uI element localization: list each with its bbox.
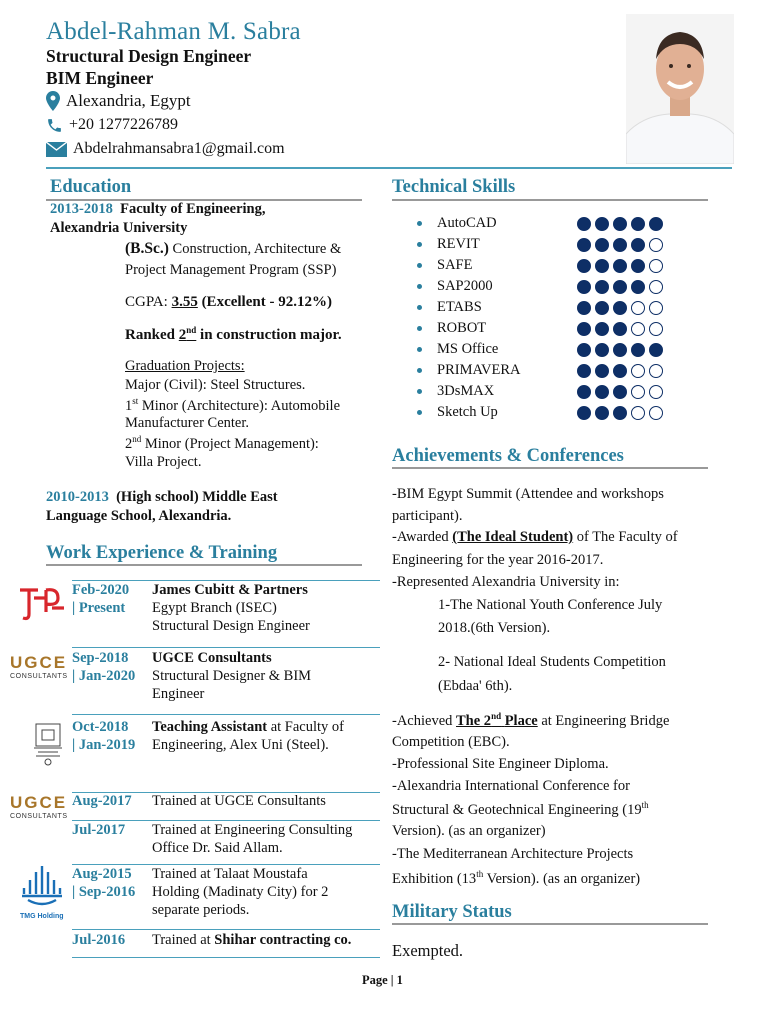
empty-dot-icon <box>631 385 645 399</box>
filled-dot-icon <box>631 238 645 252</box>
skill-row <box>417 234 663 255</box>
work-rule <box>72 957 380 958</box>
work-rule <box>72 647 380 648</box>
filled-dot-icon <box>631 343 645 357</box>
education-heading: Education <box>50 177 132 197</box>
skill-name: ROBOT <box>437 320 487 336</box>
cgpa-line <box>125 294 332 311</box>
empty-dot-icon <box>631 406 645 420</box>
filled-dot-icon <box>613 322 627 336</box>
location-text: Alexandria, Egypt <box>66 91 191 110</box>
work-rule <box>72 820 380 821</box>
ranked-num: 2nd <box>178 325 197 343</box>
bullet-icon <box>417 284 422 289</box>
filled-dot-icon <box>613 238 627 252</box>
cgpa-note: (Excellent - 92.12%) <box>201 294 332 310</box>
work-item-6: Aug-2015 Trained at Talaat Moustafa | Sep-2016 Holding (Madinaty City) for 2 separate periods. <box>72 866 329 918</box>
portrait-image <box>626 14 734 164</box>
filled-dot-icon <box>595 259 609 273</box>
skill-rating <box>577 322 663 336</box>
ach-6b: Structural & Geotechnical Engineering (19th <box>392 800 649 818</box>
bullet-icon <box>417 368 422 373</box>
tmg-logo-icon <box>18 864 66 914</box>
skill-row <box>417 318 663 339</box>
empty-dot-icon <box>649 301 663 315</box>
ach-6c: Version). (as an organizer) <box>392 823 546 839</box>
work-item-5: Jul-2017 Trained at Engineering Consulting Office Dr. Said Allam. <box>72 822 353 856</box>
ugce-logo-2 <box>10 793 68 820</box>
filled-dot-icon <box>595 343 609 357</box>
filled-dot-icon <box>613 364 627 378</box>
profile-photo <box>626 14 734 164</box>
skill-row <box>417 381 663 402</box>
degree-line <box>125 240 341 258</box>
skill-name: SAP2000 <box>437 278 493 294</box>
filled-dot-icon <box>577 217 591 231</box>
empty-dot-icon <box>631 364 645 378</box>
empty-dot-icon <box>649 238 663 252</box>
ach-3-2b: (Ebdaa' 6th). <box>438 678 513 694</box>
skill-name: SAFE <box>437 257 473 273</box>
skill-row <box>417 360 663 381</box>
degree: (B.Sc.) <box>125 240 169 257</box>
ach-3: -Represented Alexandria University in: <box>392 574 620 590</box>
ach-2: -Awarded (The Ideal Student) of The Faculty of <box>392 529 678 545</box>
skill-rating <box>577 343 663 357</box>
filled-dot-icon <box>595 238 609 252</box>
phone-line <box>46 116 178 134</box>
hs-years: 2010-2013 <box>46 489 109 505</box>
skill-rating <box>577 406 663 420</box>
military-value: Exempted. <box>392 941 464 960</box>
ugce-logo-sub: CONSULTANTS <box>10 673 68 680</box>
filled-dot-icon <box>577 238 591 252</box>
skill-rating <box>577 364 663 378</box>
empty-dot-icon <box>649 364 663 378</box>
grad-heading: Graduation Projects: <box>125 358 245 374</box>
skill-row <box>417 255 663 276</box>
phone-icon <box>46 117 63 134</box>
ach-3-1a: 1-The National Youth Conference July <box>438 597 663 613</box>
hs-name-2: Language School, Alexandria. <box>46 508 232 524</box>
empty-dot-icon <box>631 322 645 336</box>
military-heading: Military Status <box>392 902 512 922</box>
ach-7b: Exhibition (13th Version). (as an organizer) <box>392 869 641 887</box>
ach-1: -BIM Egypt Summit (Attendee and workshops <box>392 486 664 502</box>
skills-heading: Technical Skills <box>392 177 516 197</box>
work-item-3: Oct-2018 Teaching Assistant at Faculty of | Jan-2019 Engineering, Alex Uni (Steel). <box>72 719 345 753</box>
skill-name: REVIT <box>437 236 480 252</box>
hs-name-1: (High school) Middle East <box>116 489 278 505</box>
ach-7: -The Mediterranean Architecture Projects <box>392 846 634 862</box>
mail-icon <box>46 142 67 157</box>
skill-rating <box>577 238 663 252</box>
hs-line-1 <box>46 489 278 506</box>
work-item-7: Jul-2016 Trained at Shihar contracting co. <box>72 932 352 948</box>
ach-3-2a: 2- National Ideal Students Competition <box>438 654 666 670</box>
university-seal-icon <box>32 718 64 766</box>
work-rule <box>72 580 380 581</box>
cgpa-label: CGPA: <box>125 294 168 310</box>
job-title-2: BIM Engineer <box>46 68 154 88</box>
grad-2b: Manufacturer Center. <box>125 415 250 431</box>
ach-6: -Alexandria International Conference for <box>392 778 630 794</box>
achievements-divider <box>392 467 708 469</box>
skill-row <box>417 402 663 423</box>
skill-name: AutoCAD <box>437 215 497 231</box>
work-item-2: Sep-2018 UGCE Consultants | Jan-2020 Structural Designer & BIM Engineer <box>72 650 312 702</box>
ugce-logo-1 <box>10 653 68 680</box>
grad-2: 1st Minor (Architecture): Automobile <box>125 396 341 414</box>
filled-dot-icon <box>595 280 609 294</box>
skill-row <box>417 276 663 297</box>
skill-name: PRIMAVERA <box>437 362 521 378</box>
filled-dot-icon <box>613 280 627 294</box>
ugce-logo-sub-2: CONSULTANTS <box>10 813 68 820</box>
email-text[interactable]: Abdelrahmansabra1@gmail.com <box>73 140 285 157</box>
ugce-logo-text: UGCE <box>10 653 68 672</box>
military-divider <box>392 923 708 925</box>
empty-dot-icon <box>649 385 663 399</box>
filled-dot-icon <box>577 280 591 294</box>
achievements-heading: Achievements & Conferences <box>392 446 624 466</box>
skills-divider <box>392 199 708 201</box>
filled-dot-icon <box>577 406 591 420</box>
filled-dot-icon <box>649 343 663 357</box>
page-number: Page | 1 <box>362 973 403 987</box>
bullet-icon <box>417 305 422 310</box>
work-item-1: Feb-2020 James Cubitt & Partners | Present Egypt Branch (ISEC) Structural Design Engineer <box>72 582 310 634</box>
uni-name-2: Alexandria University <box>50 220 188 236</box>
ranked-post: in construction major. <box>200 327 342 343</box>
skill-name: 3DsMAX <box>437 383 495 399</box>
skills-list <box>417 213 663 423</box>
job-title-1: Structural Design Engineer <box>46 46 252 66</box>
work-heading: Work Experience & Training <box>46 543 278 563</box>
skill-name: Sketch Up <box>437 404 498 420</box>
ach-3-1b: 2018.(6th Version). <box>438 620 551 636</box>
ach-5: -Professional Site Engineer Diploma. <box>392 756 609 772</box>
header-divider <box>46 167 732 169</box>
filled-dot-icon <box>577 343 591 357</box>
grad-3: 2nd Minor (Project Management): <box>125 434 319 452</box>
filled-dot-icon <box>649 217 663 231</box>
skill-row <box>417 213 663 234</box>
program-2: Project Management Program (SSP) <box>125 262 337 278</box>
bullet-icon <box>417 347 422 352</box>
ach-4: -Achieved The 2nd Place at Engineering Bridge <box>392 711 670 729</box>
phone-text[interactable]: +20 1277226789 <box>69 116 179 133</box>
candidate-name: Abdel-Rahman M. Sabra <box>46 18 301 45</box>
filled-dot-icon <box>595 217 609 231</box>
filled-dot-icon <box>577 364 591 378</box>
cgpa-value: 3.55 <box>171 294 198 310</box>
filled-dot-icon <box>613 301 627 315</box>
bullet-icon <box>417 242 422 247</box>
skill-rating <box>577 217 663 231</box>
empty-dot-icon <box>649 406 663 420</box>
filled-dot-icon <box>613 385 627 399</box>
skill-rating <box>577 280 663 294</box>
filled-dot-icon <box>631 217 645 231</box>
ranked-pre: Ranked <box>125 327 176 343</box>
email-line <box>46 140 285 158</box>
location-pin-icon <box>46 91 60 111</box>
filled-dot-icon <box>613 343 627 357</box>
work-rule <box>72 929 380 930</box>
filled-dot-icon <box>631 259 645 273</box>
ach-1b: participant). <box>392 508 463 524</box>
skill-row <box>417 339 663 360</box>
filled-dot-icon <box>577 322 591 336</box>
filled-dot-icon <box>595 301 609 315</box>
bullet-icon <box>417 410 422 415</box>
work-divider <box>46 564 362 566</box>
tmg-logo <box>18 864 66 920</box>
uni-name-1: Faculty of Engineering, <box>120 201 266 217</box>
skill-rating <box>577 259 663 273</box>
grad-1: Major (Civil): Steel Structures. <box>125 377 306 393</box>
skill-name: MS Office <box>437 341 499 357</box>
ugce-logo-text-2: UGCE <box>10 793 68 812</box>
empty-dot-icon <box>649 322 663 336</box>
bullet-icon <box>417 326 422 331</box>
bullet-icon <box>417 263 422 268</box>
grad-3b: Villa Project. <box>125 454 202 470</box>
skill-name: ETABS <box>437 299 482 315</box>
filled-dot-icon <box>595 406 609 420</box>
filled-dot-icon <box>577 385 591 399</box>
ach-4b: Competition (EBC). <box>392 734 510 750</box>
university-seal-logo <box>32 718 64 771</box>
filled-dot-icon <box>577 301 591 315</box>
jcp-logo-icon <box>18 582 66 622</box>
bullet-icon <box>417 389 422 394</box>
skill-rating <box>577 301 663 315</box>
filled-dot-icon <box>577 259 591 273</box>
empty-dot-icon <box>649 280 663 294</box>
uni-years: 2013-2018 <box>50 201 113 217</box>
ach-2b: Engineering for the year 2016-2017. <box>392 552 604 568</box>
skill-row <box>417 297 663 318</box>
empty-dot-icon <box>649 259 663 273</box>
work-rule <box>72 714 380 715</box>
jcp-logo <box>18 582 66 627</box>
program-1: Construction, Architecture & <box>172 241 342 257</box>
filled-dot-icon <box>595 322 609 336</box>
ranked-line <box>125 325 342 344</box>
work-item-4: Aug-2017 Trained at UGCE Consultants <box>72 793 326 809</box>
location-line <box>46 91 191 111</box>
tmg-logo-text: TMG Holding <box>20 913 64 920</box>
filled-dot-icon <box>595 385 609 399</box>
filled-dot-icon <box>613 406 627 420</box>
empty-dot-icon <box>631 301 645 315</box>
filled-dot-icon <box>613 259 627 273</box>
skill-rating <box>577 385 663 399</box>
filled-dot-icon <box>613 217 627 231</box>
work-rule <box>72 864 380 865</box>
filled-dot-icon <box>595 364 609 378</box>
bullet-icon <box>417 221 422 226</box>
uni-line-1 <box>50 201 266 218</box>
filled-dot-icon <box>631 280 645 294</box>
